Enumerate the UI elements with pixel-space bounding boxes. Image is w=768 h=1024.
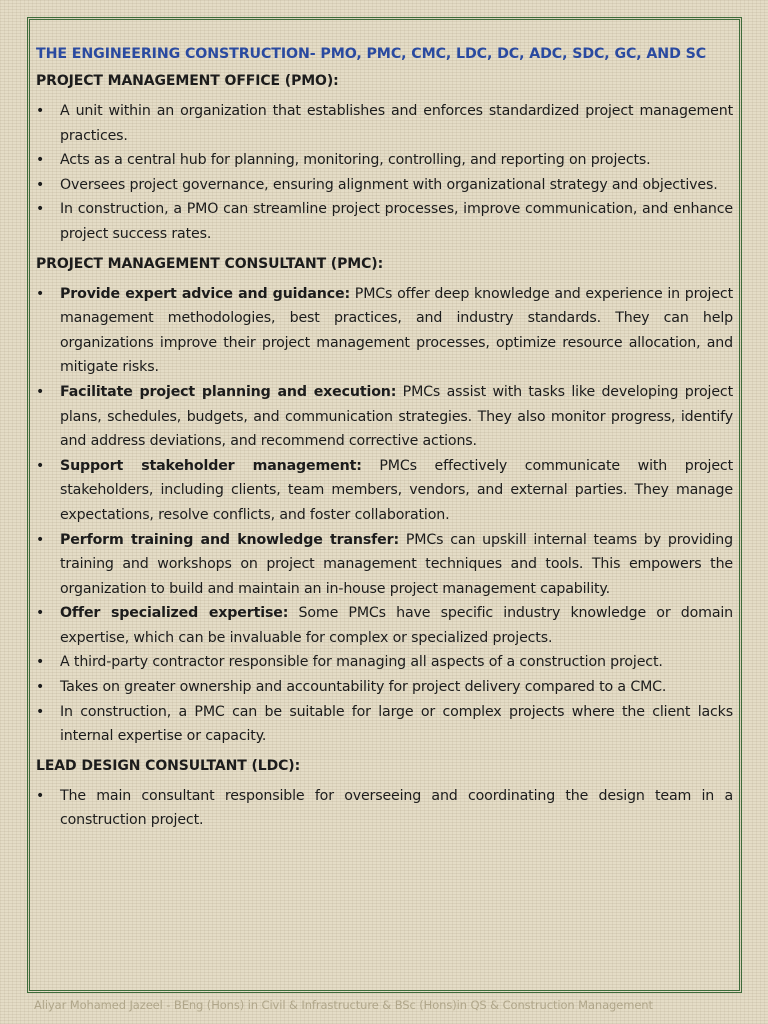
bullet-icon: •	[36, 201, 45, 218]
list-item	[36, 784, 733, 833]
bullet-icon: •	[36, 605, 45, 622]
bullet-text: A unit within an organization that establishes and enforces standardized project management practices.	[60, 103, 733, 144]
bullet-text: In construction, a PMO can streamline project processes, improve communication, and enhance project success rates.	[60, 201, 733, 242]
list-item	[36, 380, 733, 454]
bullet-icon: •	[36, 152, 45, 169]
bullet-lead: Offer specialized expertise:	[60, 605, 289, 622]
section-heading-ldc: LEAD DESIGN CONSULTANT (LDC):	[36, 757, 301, 774]
list-item	[36, 282, 733, 380]
page-footer: Aliyar Mohamed Jazeel - BEng (Hons) in Civil & Infrastructure & BSc (Hons)in QS & Construction Management	[34, 998, 653, 1012]
list-item	[36, 148, 733, 173]
bullet-text: Some PMCs have specific industry knowledge or domain expertise, which can be invaluable for complex or specialized projects.	[60, 605, 733, 646]
list-item	[36, 675, 733, 700]
bullet-lead: Perform training and knowledge transfer:	[60, 531, 399, 548]
bullet-lead: Support stakeholder management:	[60, 457, 362, 474]
bullet-text: Acts as a central hub for planning, monitoring, controlling, and reporting on projects.	[60, 152, 651, 169]
list-item	[36, 173, 733, 198]
bullet-lead: Provide expert advice and guidance:	[60, 285, 350, 302]
ldc-bullet-list	[36, 784, 733, 833]
bullet-icon: •	[36, 654, 45, 671]
bullet-icon: •	[36, 703, 45, 720]
bullet-text: A third-party contractor responsible for managing all aspects of a construction project.	[60, 654, 663, 671]
pmc-bullet-list	[36, 282, 733, 749]
bullet-icon: •	[36, 787, 45, 804]
section-heading-pmo: PROJECT MANAGEMENT OFFICE (PMO):	[36, 73, 339, 89]
bullet-text: Takes on greater ownership and accountability for project delivery compared to a CMC.	[60, 679, 667, 696]
bullet-text: PMCs assist with tasks like developing project plans, schedules, budgets, and communication strategies. They also monitor progress, identify and address deviations, and recommend corrective actions.	[60, 383, 733, 450]
list-item	[36, 454, 733, 528]
bullet-icon: •	[36, 383, 45, 400]
bullet-text: Oversees project governance, ensuring alignment with organizational strategy and objectives.	[60, 176, 718, 193]
bullet-text: PMCs effectively communicate with project stakeholders, including clients, team members, vendors, and external parties. They manage expectations, resolve conflicts, and foster collaboration.	[60, 457, 733, 523]
bullet-icon: •	[36, 457, 45, 474]
document-title: THE ENGINEERING CONSTRUCTION- PMO, PMC, CMC, LDC, DC, ADC, SDC, GC, AND SC	[36, 46, 707, 62]
list-item	[36, 528, 733, 602]
list-item	[36, 601, 733, 650]
bullet-text: PMCs offer deep knowledge and experience in project management methodologies, best practices, and industry standards. They can help organizations improve their project management processes, optimize resource allocation, and mitigate risks.	[60, 285, 733, 376]
bullet-lead: Facilitate project planning and execution:	[60, 383, 397, 400]
bullet-icon: •	[36, 176, 45, 193]
bullet-text: PMCs can upskill internal teams by providing training and workshops on project management techniques and tools. This empowers the organization to build and maintain an in-house project management capability.	[60, 531, 733, 597]
list-item	[36, 99, 733, 148]
list-item	[36, 650, 733, 675]
bullet-text: The main consultant responsible for overseeing and coordinating the design team in a construction project.	[60, 787, 733, 829]
list-item	[36, 700, 733, 749]
bullet-text: In construction, a PMC can be suitable for large or complex projects where the client lacks internal expertise or capacity.	[60, 703, 733, 745]
pmo-bullet-list	[36, 99, 733, 247]
bullet-icon: •	[36, 103, 45, 119]
list-item	[36, 197, 733, 246]
bullet-icon: •	[36, 531, 45, 548]
document-body	[36, 46, 733, 842]
section-heading-pmc: PROJECT MANAGEMENT CONSULTANT (PMC):	[36, 255, 384, 272]
bullet-icon: •	[36, 285, 45, 302]
bullet-icon: •	[36, 679, 45, 696]
